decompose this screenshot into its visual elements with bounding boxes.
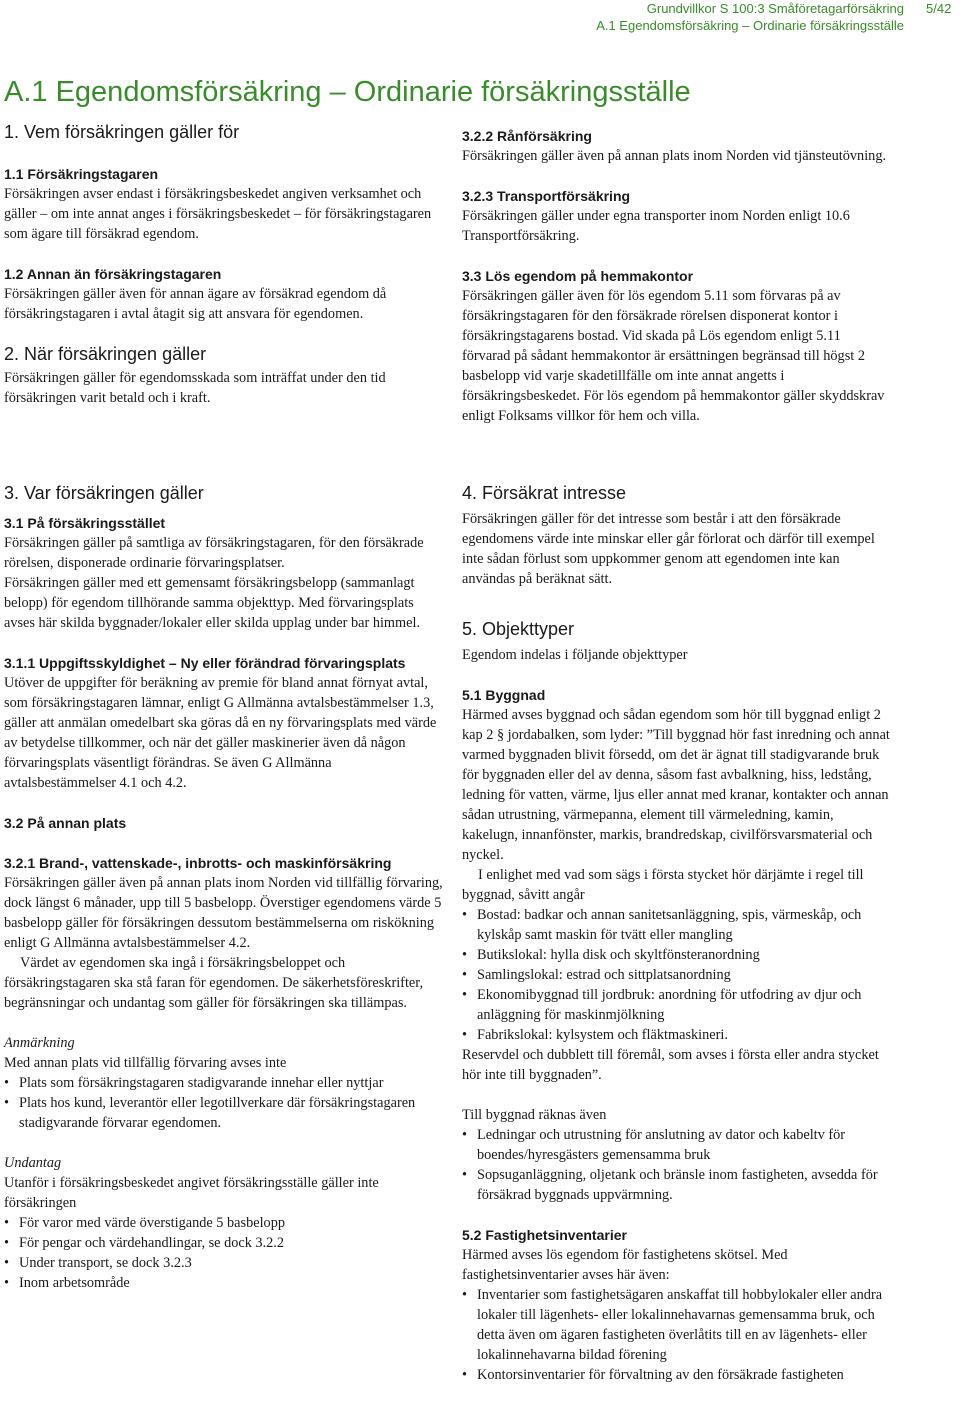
section-heading: 3. Var försäkringen gäller <box>4 483 204 503</box>
note-list <box>4 1073 444 1133</box>
list-item: • Inom arbetsområde <box>4 1273 444 1293</box>
paragraph: Reservdel och dubblett till föremål, som avses i första eller andra stycket hör inte till byggnaden”. <box>462 1047 879 1083</box>
list-item: • Samlingslokal: estrad och sittplatsanordning <box>462 965 892 985</box>
list-item: • Ledningar och utrustning för anslutning av dator och kabeltv för boendes/hyresgästers gemensamma bruk <box>462 1125 892 1165</box>
exception-list <box>4 1213 444 1293</box>
subsection-heading: 3.2.3 Transportförsäkring <box>462 188 631 204</box>
paragraph: I enlighet med vad som sägs i första stycket hör därjämte i regel till byggnad, såvitt angår <box>462 867 864 903</box>
subsection-heading: 5.1 Byggnad <box>462 687 546 703</box>
subsection-heading: 3.2.2 Rånförsäkring <box>462 128 592 144</box>
paragraph: Egendom indelas i följande objekttyper <box>462 647 688 663</box>
list-item: • Inventarier som fastighetsägaren anskaffat till hobbylokaler eller andra lokaler till lägenhets- eller lokalinnehavarnas gemensamma bruk, och detta även om ägaren fastigheten överlåtits till en av lägenhets- eller lokalinnehavarna bildad förening <box>462 1285 892 1365</box>
paragraph: Utöver de uppgifter för beräkning av premie för bland annat förnyat avtal, som försäkringstagaren lämnar, enligt G Allmänna avtalsbestämmelser 1.3, gäller att anmälan omedelbart ska göras då en ny förvaringsplats med värde av betydelse tillkommer, och när det gäller maskinerier även då någon förvaringsplats väsentligt förändras. Se även G Allmänna avtalsbestämmelser 4.1 och 4.2. <box>4 675 437 791</box>
inventory-list <box>462 1285 892 1385</box>
paragraph: Försäkringen gäller för egendomsskada som inträffat under den tid försäkringen varit betald och i kraft. <box>4 370 386 406</box>
list-item: • För pengar och värdehandlingar, se dock 3.2.2 <box>4 1233 444 1253</box>
list-item: • Kontorsinventarier för förvaltning av den försäkrade fastigheten <box>462 1365 892 1385</box>
paragraph: Till byggnad räknas även <box>462 1107 607 1123</box>
section-3-cont <box>462 126 892 426</box>
paragraph: Med annan plats vid tillfällig förvaring avses inte <box>4 1055 287 1071</box>
list-item: • Bostad: badkar och annan sanitetsanläggning, spis, värmeskåp, och kylskåp samt maskin för tvätt eller mangling <box>462 905 892 945</box>
subsection-heading: 3.2.1 Brand-, vattenskade-, inbrotts- och maskinförsäkring <box>4 855 392 871</box>
list-item: • Under transport, se dock 3.2.3 <box>4 1253 444 1273</box>
page-number: 5/42 <box>926 1 952 16</box>
list-item: • Plats som försäkringstagaren stadigvarande innehar eller nyttjar <box>4 1073 444 1093</box>
paragraph: Försäkringen gäller även på annan plats inom Norden vid tjänsteutövning. <box>462 148 887 164</box>
subsection-heading: 1.1 Försäkringstagaren <box>4 166 159 182</box>
paragraph: Försäkringen gäller på samtliga av försäkringstagaren, för den försäkrade rörelsen, disponerade ordinarie förvaringsplatser. <box>4 535 424 571</box>
paragraph: Värdet av egendomen ska ingå i försäkringsbeloppet och försäkringstagaren ska stå faran för egendomen. De säkerhetsföreskrifter, begränsningar och undantag som gäller för försäkringen ska tillämpas. <box>4 955 424 1011</box>
building-list <box>462 905 892 1045</box>
paragraph: Försäkringen avser endast i försäkringsbeskedet angiven verksamhet och gäller – om inte annat anges i försäkringsbeskedet – för försäkringstagaren som ägare till försäkrad egendom. <box>4 186 432 242</box>
list-item: • Butikslokal: hylla disk och skyltfönsteranordning <box>462 945 892 965</box>
section-heading: 1. Vem försäkringen gäller för <box>4 122 240 142</box>
list-item: • Sopsuganläggning, oljetank och bränsle inom fastigheten, avsedda för försäkrad byggnads uppvärmning. <box>462 1165 892 1205</box>
subsection-heading: 3.1 På försäkringsstället <box>4 515 166 531</box>
paragraph: Försäkringen gäller även för annan ägare av försäkrad egendom då försäkringstagaren i avtal åtagit sig att ansvara för egendomen. <box>4 286 387 322</box>
section-1 <box>4 122 444 408</box>
section-heading: 2. När försäkringen gäller <box>4 344 207 364</box>
list-item: • Plats hos kund, leverantör eller legotillverkare där försäkringstagaren stadigvarande förvarar egendomen. <box>4 1093 444 1133</box>
paragraph: Utanför i försäkringsbeskedet angivet försäkringsställe gäller inte försäkringen <box>4 1175 379 1211</box>
paragraph: Försäkringen gäller även på annan plats inom Norden vid tillfällig förvaring, dock längst 6 månader, upp till 5 basbelopp. Överstiger egendomens värde 5 basbelopp gäller för försäkringen dessutom bestämmelserna om riskökning enligt G Allmänna avtalsbestämmelser 4.2. <box>4 875 443 951</box>
note-label: Anmärkning <box>4 1035 75 1051</box>
section-heading: 4. Försäkrat intresse <box>462 483 627 503</box>
paragraph: Försäkringen gäller för det intresse som består i att den försäkrade egendomens värde inte minskar eller går förlorat och därför till exempel inte sådan förlust som uppkommer genom att egendomen inte kan användas på beräknat sätt. <box>462 511 875 587</box>
subsection-heading: 3.1.1 Uppgiftsskyldighet – Ny eller förändrad förvaringsplats <box>4 655 406 671</box>
paragraph: Försäkringen gäller med ett gemensamt försäkringsbelopp (sammanlagt belopp) för egendom tillhörande samma objekttyp. Med förvaringsplats avses här skilda byggnader/lokaler eller skilda upplag under bar himmel. <box>4 575 421 631</box>
list-item: • För varor med värde överstigande 5 basbelopp <box>4 1213 444 1233</box>
subsection-heading: 5.2 Fastighetsinventarier <box>462 1227 627 1243</box>
paragraph: Försäkringen gäller under egna transporter inom Norden enligt 10.6 Transportförsäkring. <box>462 208 850 244</box>
section-3 <box>4 483 444 1293</box>
page-title: A.1 Egendomsförsäkring – Ordinarie försäkringsställe <box>4 76 691 108</box>
paragraph: Försäkringen gäller även för lös egendom 5.11 som förvaras på av försäkringstagaren för den försäkrade rörelsen disponerat kontor i försäkringstagarens bostad. Vid skada på Lös egendom enligt 5.11 förvarad på sådant hemmakontor är ersättningen begränsad till högst 2 basbelopp vid varje skadetillfälle om inte annat angetts i försäkringsbeskedet. För lös egendom på hemmakontor gäller skyddskrav enligt Folksams villkor för hem och villa. <box>462 288 885 424</box>
exception-label: Undantag <box>4 1155 62 1171</box>
running-header <box>596 0 904 34</box>
subsection-heading: 3.2 På annan plats <box>4 815 127 831</box>
subsection-heading: 3.3 Lös egendom på hemmakontor <box>462 268 694 284</box>
header-section: A.1 Egendomsförsäkring – Ordinarie försäkringsställe <box>596 18 904 33</box>
list-item: • Fabrikslokal: kylsystem och fläktmaskineri. <box>462 1025 892 1045</box>
section-4-5 <box>462 483 892 1385</box>
section-heading: 5. Objekttyper <box>462 619 575 639</box>
paragraph: Härmed avses lös egendom för fastighetens skötsel. Med fastighetsinventarier avses här även: <box>462 1247 788 1283</box>
list-item: • Ekonomibyggnad till jordbruk: anordning för utfodring av djur och anläggning för maskinmjölkning <box>462 985 892 1025</box>
building-also-list <box>462 1125 892 1205</box>
subsection-heading: 1.2 Annan än försäkringstagaren <box>4 266 222 282</box>
paragraph: Härmed avses byggnad och sådan egendom som hör till byggnad enligt 2 kap 2 § jordabalken, som lyder: ”Till byggnad hör fast inredning och annat varmed byggnaden blivit försedd, om det är ägnat till stadigvarande bruk för byggnaden eller del av denna, såsom fast avbalkning, hiss, ledstång, ledning för vatten, värme, ljus eller annat med kranar, kontakter och annan sådan utrustning, värmepanna, element till värmeledning, kamin, kakelugn, innanfönster, markis, brandredskap, civilförsvarsmaterial och nyckel. <box>462 707 890 863</box>
header-series: Grundvillkor S 100:3 Småföretagarförsäkring <box>646 1 904 16</box>
